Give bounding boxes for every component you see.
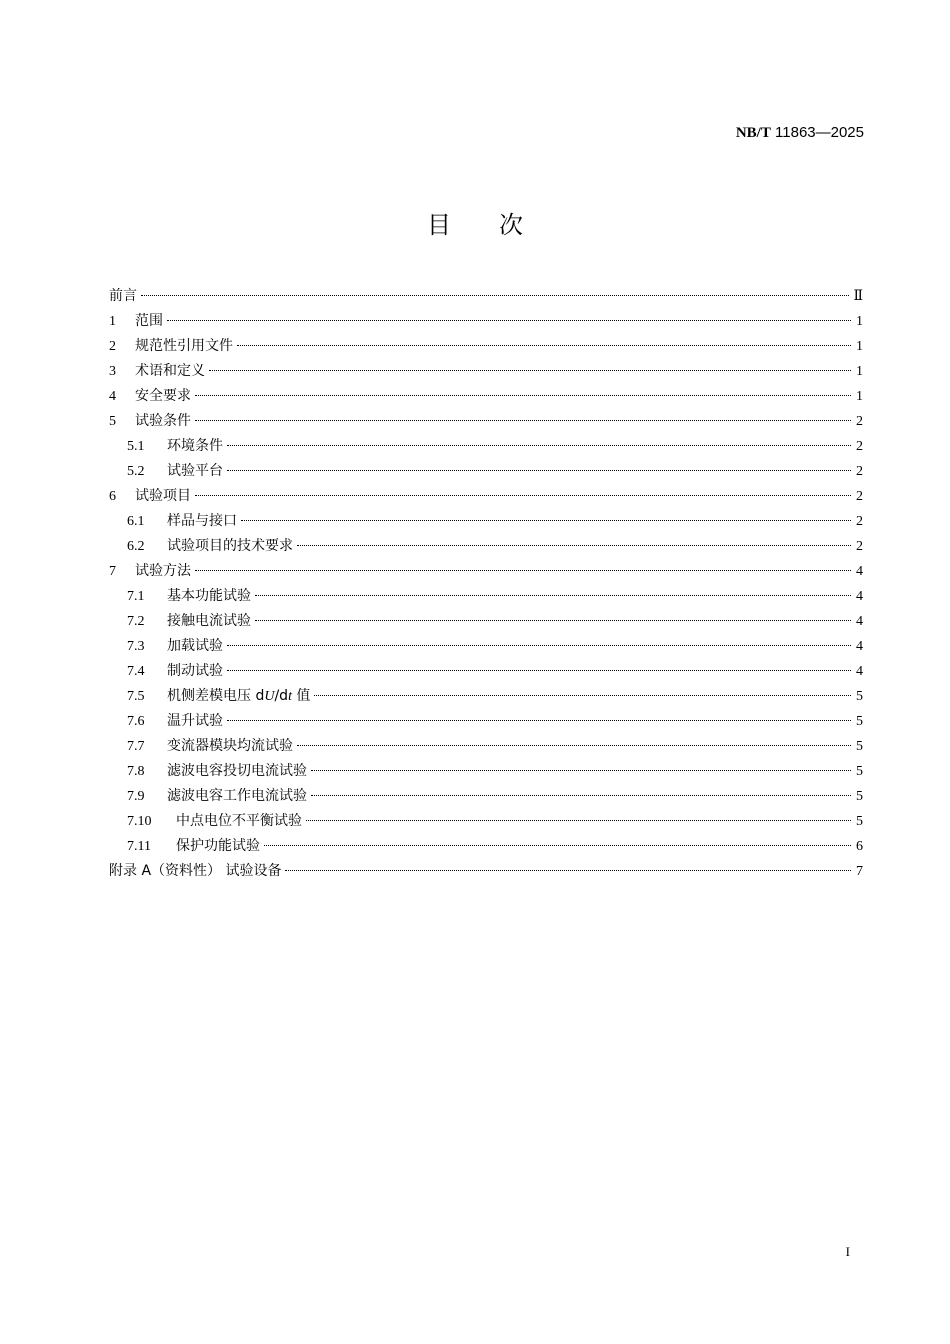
toc-entry-6-2[interactable] bbox=[109, 534, 863, 559]
toc-entry-title: 试验项目的技术要求 bbox=[167, 538, 293, 554]
toc-entry-title: 试验项目 bbox=[135, 488, 191, 504]
toc-entry-page: 5 bbox=[856, 714, 863, 729]
toc-entry-number: 7 bbox=[109, 564, 116, 579]
toc-entry-page: 5 bbox=[856, 689, 863, 704]
toc-title: 目次 bbox=[427, 211, 571, 239]
toc-entry-page: 2 bbox=[856, 514, 863, 529]
toc-entry-title: 滤波电容投切电流试验 bbox=[167, 763, 307, 779]
title-italic-t: t bbox=[288, 689, 292, 704]
toc-entry-title: 样品与接口 bbox=[167, 513, 237, 529]
toc-entry-number: 7.3 bbox=[127, 639, 145, 654]
toc-entry-number: 5.1 bbox=[127, 439, 145, 454]
toc-entry-title: 保护功能试验 bbox=[176, 838, 260, 854]
toc-entry-page: 6 bbox=[856, 839, 863, 854]
dot-leader bbox=[255, 620, 851, 621]
toc-entry-title: 规范性引用文件 bbox=[135, 338, 233, 354]
toc-entry-number: 6.2 bbox=[127, 539, 145, 554]
toc-entry-title: 试验条件 bbox=[135, 413, 191, 429]
table-of-contents bbox=[109, 284, 863, 884]
dot-leader bbox=[297, 745, 851, 746]
toc-entry-page: 4 bbox=[856, 564, 863, 579]
dot-leader bbox=[241, 520, 851, 521]
toc-entry-page: 7 bbox=[856, 864, 863, 879]
toc-entry-title: 前言 bbox=[109, 288, 137, 304]
toc-entry-7-6[interactable] bbox=[109, 709, 863, 734]
toc-entry-number: 6.1 bbox=[127, 514, 145, 529]
dot-leader bbox=[227, 445, 851, 446]
toc-entry-page: 1 bbox=[856, 389, 863, 404]
toc-entry-title: 附录 A（资料性） 试验设备 bbox=[109, 863, 282, 879]
title-text: /d bbox=[274, 688, 289, 704]
toc-entry-number: 7.7 bbox=[127, 739, 145, 754]
dot-leader bbox=[311, 795, 851, 796]
toc-entry-6[interactable] bbox=[109, 484, 863, 509]
toc-entry-title: 环境条件 bbox=[167, 438, 223, 454]
toc-entry-page: 2 bbox=[856, 539, 863, 554]
title-italic-u: U bbox=[264, 689, 275, 704]
toc-entry-7-3[interactable] bbox=[109, 634, 863, 659]
toc-entry-page: 4 bbox=[856, 664, 863, 679]
toc-entry-title: 加载试验 bbox=[167, 638, 223, 654]
dot-leader bbox=[195, 570, 851, 571]
standard-code bbox=[736, 124, 864, 142]
toc-entry-7-9[interactable] bbox=[109, 784, 863, 809]
toc-entry-title: 术语和定义 bbox=[135, 363, 205, 379]
toc-entry-5-1[interactable] bbox=[109, 434, 863, 459]
toc-entry-7-4[interactable] bbox=[109, 659, 863, 684]
toc-entry-page: 5 bbox=[856, 789, 863, 804]
toc-entry-page: 4 bbox=[856, 589, 863, 604]
toc-entry-title: 中点电位不平衡试验 bbox=[176, 813, 302, 829]
toc-entry-page: 4 bbox=[856, 614, 863, 629]
dot-leader bbox=[141, 295, 849, 296]
toc-entry-title: 范围 bbox=[135, 313, 163, 329]
toc-entry-number: 4 bbox=[109, 389, 116, 404]
toc-entry-page: 1 bbox=[856, 364, 863, 379]
toc-entry-page: 1 bbox=[856, 339, 863, 354]
standard-number: 11863—2025 bbox=[770, 124, 864, 141]
toc-entry-number: 2 bbox=[109, 339, 116, 354]
toc-entry-page: 1 bbox=[856, 314, 863, 329]
toc-entry-page: 2 bbox=[856, 489, 863, 504]
toc-entry-page: Ⅱ bbox=[853, 289, 863, 304]
toc-entry-5-2[interactable] bbox=[109, 459, 863, 484]
toc-entry-7-8[interactable] bbox=[109, 759, 863, 784]
dot-leader bbox=[209, 370, 851, 371]
dot-leader bbox=[255, 595, 851, 596]
toc-entry-page: 5 bbox=[856, 814, 863, 829]
standard-prefix: NB/T bbox=[735, 125, 771, 141]
toc-entry-page: 5 bbox=[856, 764, 863, 779]
dot-leader bbox=[285, 870, 851, 871]
toc-entry-number: 7.4 bbox=[127, 664, 145, 679]
toc-entry-title: 基本功能试验 bbox=[167, 588, 251, 604]
title-text: 值 bbox=[291, 688, 311, 704]
title-text: 机侧差模电压 d bbox=[167, 688, 265, 704]
toc-entry-number: 3 bbox=[109, 364, 116, 379]
toc-entry-6-1[interactable] bbox=[109, 509, 863, 534]
dot-leader bbox=[264, 845, 851, 846]
dot-leader bbox=[237, 345, 851, 346]
toc-entry-7-2[interactable] bbox=[109, 609, 863, 634]
toc-entry-3[interactable] bbox=[109, 359, 863, 384]
toc-entry-number: 7.6 bbox=[127, 714, 145, 729]
dot-leader bbox=[297, 545, 851, 546]
toc-entry-title: 试验平台 bbox=[167, 463, 223, 479]
dot-leader bbox=[314, 695, 851, 696]
toc-entry-2[interactable] bbox=[109, 334, 863, 359]
toc-entry-7-11[interactable] bbox=[109, 834, 863, 859]
toc-entry-1[interactable] bbox=[109, 309, 863, 334]
toc-entry-number: 7.10 bbox=[127, 814, 152, 829]
toc-entry-number: 7.2 bbox=[127, 614, 145, 629]
dot-leader bbox=[227, 720, 851, 721]
toc-entry-foreword[interactable] bbox=[109, 284, 863, 309]
toc-entry-number: 5 bbox=[109, 414, 116, 429]
dot-leader bbox=[311, 770, 851, 771]
toc-entry-5[interactable] bbox=[109, 409, 863, 434]
toc-entry-page: 2 bbox=[856, 464, 863, 479]
toc-entry-number: 5.2 bbox=[127, 464, 145, 479]
toc-entry-page: 5 bbox=[856, 739, 863, 754]
dot-leader bbox=[167, 320, 851, 321]
toc-entry-appendix-a[interactable] bbox=[109, 859, 863, 884]
toc-entry-7-1[interactable] bbox=[109, 584, 863, 609]
dot-leader bbox=[195, 420, 851, 421]
toc-entry-number: 1 bbox=[109, 314, 116, 329]
toc-entry-number: 7.9 bbox=[127, 789, 145, 804]
toc-entry-4[interactable] bbox=[109, 384, 863, 409]
toc-entry-title: 变流器模块均流试验 bbox=[167, 738, 293, 754]
toc-entry-page: 2 bbox=[856, 414, 863, 429]
toc-entry-number: 7.8 bbox=[127, 764, 145, 779]
toc-entry-title: 滤波电容工作电流试验 bbox=[167, 788, 307, 804]
toc-entry-title: 安全要求 bbox=[135, 388, 191, 404]
toc-entry-7-10[interactable] bbox=[109, 809, 863, 834]
toc-entry-title: 接触电流试验 bbox=[167, 613, 251, 629]
toc-entry-page: 4 bbox=[856, 639, 863, 654]
page-number: I bbox=[845, 1244, 850, 1259]
dot-leader bbox=[227, 645, 851, 646]
toc-entry-page: 2 bbox=[856, 439, 863, 454]
dot-leader bbox=[195, 495, 851, 496]
dot-leader bbox=[227, 670, 851, 671]
toc-entry-number: 6 bbox=[109, 489, 116, 504]
toc-entry-number: 7.5 bbox=[127, 689, 145, 704]
toc-entry-number: 7.11 bbox=[127, 839, 151, 854]
toc-entry-title bbox=[167, 684, 310, 709]
toc-entry-7-7[interactable] bbox=[109, 734, 863, 759]
dot-leader bbox=[227, 470, 851, 471]
dot-leader bbox=[306, 820, 851, 821]
toc-entry-7[interactable] bbox=[109, 559, 863, 584]
toc-entry-number: 7.1 bbox=[127, 589, 145, 604]
toc-entry-title: 温升试验 bbox=[167, 713, 223, 729]
toc-entry-title: 制动试验 bbox=[167, 663, 223, 679]
toc-entry-title: 试验方法 bbox=[135, 563, 191, 579]
toc-entry-7-5[interactable] bbox=[109, 684, 863, 709]
dot-leader bbox=[195, 395, 851, 396]
